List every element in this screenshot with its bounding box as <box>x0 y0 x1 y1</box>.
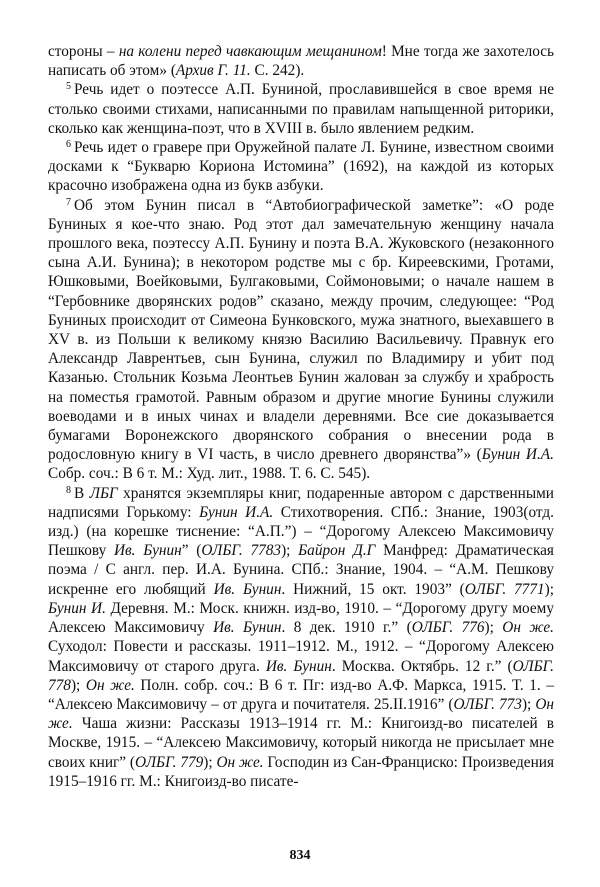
catalog-reference: ОЛБГ. 7771 <box>464 580 545 598</box>
author-name: Бунин И. <box>48 599 106 617</box>
text-segment: Чаша жизни: Рассказы 1913–1914 гг. М.: Книгоизд-во писателей в Москве, 1915. – “Алексею Максимовичу, который никогда не присылает мне своих книг” ( <box>48 715 554 771</box>
text-segment: Суходол: Повести и рассказы. 1911–1912. М., 1912. – “Дорогому Алексею Максимовичу от старого друга. <box>48 638 554 675</box>
footnote-7 <box>48 196 554 484</box>
footnote-text: Собр. соч.: В 6 т. М.: Худ. лит., 1988. Т. 6. С. 545). <box>48 465 371 483</box>
signature-name: Ив. Бунин <box>213 619 282 637</box>
author-name: Бунин И.А. <box>199 503 274 521</box>
text-segment: В <box>74 484 90 502</box>
catalog-reference: ОЛБГ. 7783 <box>201 542 282 560</box>
text-segment: Деревня. М.: Моск. книжн. изд-во, 1910. – “Дорогому другу моему Алексею Максимовичу <box>48 599 554 637</box>
text-segment: . Нижний, 15 окт. 1903” ( <box>281 580 465 598</box>
author-ditto: Он же. <box>48 695 554 733</box>
author-name: Байрон Д.Г <box>298 542 376 560</box>
archive-reference: Архив Г. 11. <box>175 62 251 80</box>
page-body <box>48 42 554 791</box>
library-abbreviation: ЛБГ <box>89 484 118 502</box>
text-segment: хранятся экземпляры книг, подаренные автором с дарственными надписями Горькому: <box>48 484 554 521</box>
author-ditto: Он же. <box>85 676 135 694</box>
footnote-5 <box>48 80 554 138</box>
paragraph-continuation <box>48 42 554 80</box>
footnote-number: 6 <box>66 139 71 151</box>
footnote-number: 8 <box>66 484 71 496</box>
footnote-8 <box>48 484 554 791</box>
text-segment: ! Мне тогда же захотелось написать об этом» ( <box>48 43 554 80</box>
text-segment: Полн. собр. соч.: В 6 т. Пг: изд-во А.Ф. Маркса, 1915. Т. 1. – “Алексею Максимовичу – от друга и почитателя. 25.II.1916” ( <box>48 676 554 713</box>
footnote-text: Об этом Бунин писал в “Автобиографической заметке”: «О роде Буниных я кое-что знаю. Род этот дал замечательную женщину начала прошлого века, поэтессу А.П. Бунину и поэта В.А. Жуковского (незаконного сына А.И. Бунина); в некотором родстве мы с бр. Киреевскими, Гротами, Юшковыми, Воейковыми, Булгаковыми, Соймоновыми; о начале нашем в “Гербовнике дворянских родов” сказано, между прочим, следующее: “Род Буниных происходит от Симеона Бунковского, мужа знатного, выехавшего в XV в. из Польши к великому князю Василию Васильевичу. Правнук его Александр Лаврентьев, сын Бунина, служил по Владимиру и убит под Казанью. Стольник Козьма Леонтьев Бунин жалован за службу и храбрость на поместья грамотой. Равным образом и другие многие Бунины служили воеводами и в иных чинах и владели деревнями. Все сие доказывается бумагами Воронежского дворянского собрания о внесении рода в родословную книгу в VI часть, в число древнего дворянства”» ( <box>48 196 554 464</box>
text-segment: ” ( <box>181 542 202 560</box>
text-segment: Стихотворения. СПб.: Знание, 1903(отд. изд.) (на корешке тиснение: “А.П.”) – “Дорогому Алексею Максимовичу Пешкову <box>48 503 554 560</box>
author-ditto: Он же. <box>216 753 264 771</box>
catalog-reference: ОЛБГ. 778 <box>48 657 554 694</box>
text-segment: ); <box>203 753 217 771</box>
footnote-number: 5 <box>66 81 71 93</box>
text-segment: стороны – <box>48 43 119 60</box>
author-ditto: Он же. <box>502 619 554 637</box>
text-segment: ); <box>521 695 536 713</box>
signature-name: Ив. Бунин <box>265 657 332 675</box>
text-segment: Манфред: Драматическая поэма / С англ. пер. И.А. Бунина. СПб.: Знание, 1904. – “А.М. Пешкову искренне его любящий <box>48 542 554 598</box>
footnote-number: 7 <box>66 196 71 208</box>
text-segment: ); <box>70 676 86 694</box>
catalog-reference: ОЛБГ. 773 <box>453 695 522 713</box>
text-segment: . Москва. Октябрь. 12 г.” ( <box>331 657 513 675</box>
text-segment: ); <box>484 619 503 637</box>
author-name: Бунин И.А. <box>481 446 554 464</box>
italic-quote: на колени перед чавкающим мещанином <box>118 43 382 60</box>
text-segment: . 8 дек. 1910 г.” ( <box>281 619 412 637</box>
footnote-text: Речь идет о поэтессе А.П. Буниной, прославившейся в свое время не столько своими стихами, написанными по правилам напыщенной риторики, сколько как женщина-поэт, что в XVIII в. было явлением редким. <box>48 81 554 137</box>
footnote-text: Речь идет о гравере при Оружейной палате Л. Бунине, известном своими досками к “Букварю Кориона Истомина” (1692), на каждой из которых красочно изображена одна из букв азбуки. <box>48 139 554 195</box>
text-segment: С. 242). <box>250 62 305 80</box>
text-segment: ); <box>544 580 554 598</box>
catalog-reference: ОЛБГ. 779 <box>135 753 204 771</box>
signature-name: Ив. Бунин <box>213 580 282 598</box>
signature-name: Ив. Бунин <box>114 542 182 560</box>
text-segment: Господин из Сан-Франциско: Произведения 1915–1916 гг. М.: Книгоизд-во писате- <box>48 753 554 790</box>
footnote-6 <box>48 138 554 196</box>
catalog-reference: ОЛБГ. 776 <box>411 619 485 637</box>
page-number: 834 <box>289 848 311 863</box>
text-segment: ); <box>281 542 299 560</box>
